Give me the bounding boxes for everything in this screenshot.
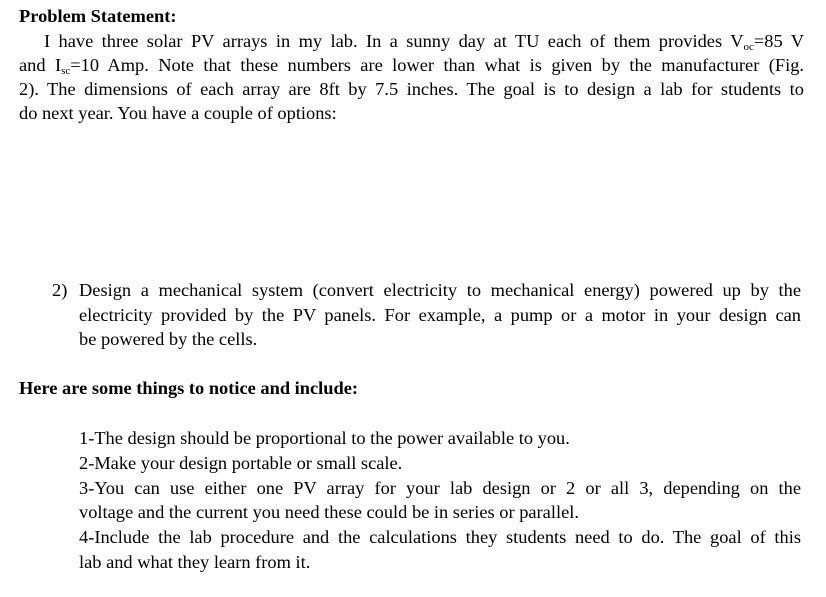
problem-line-1-text-a: I have three solar PV arrays in my lab. In a sunny day at TU each of them provides V bbox=[44, 31, 744, 51]
isc-subscript: sc bbox=[61, 65, 71, 77]
problem-line-3: 2). The dimensions of each array are 8ft by 7.5 inches. The goal is to design a lab for students to bbox=[19, 79, 804, 99]
notes-item-4-line-1: 4-Include the lab procedure and the calculations they students need to do. The goal of this bbox=[79, 527, 801, 547]
problem-line-1-text-b: =85 V bbox=[753, 31, 804, 51]
problem-line-2 bbox=[19, 55, 804, 76]
notes-item-4-line-2: lab and what they learn from it. bbox=[79, 552, 311, 572]
problem-line-1 bbox=[44, 31, 804, 52]
notes-item-2: 2-Make your design portable or small scale. bbox=[79, 453, 403, 473]
option-2-line-1: Design a mechanical system (convert electricity to mechanical energy) powered up by the bbox=[79, 280, 801, 300]
problem-line-2-text-b: =10 Amp. Note that these numbers are lower than what is given by the manufacturer (Fig. bbox=[70, 55, 804, 75]
notes-heading: Here are some things to notice and include: bbox=[19, 378, 359, 398]
notes-item-3-line-2: voltage and the current you need these could be in series or parallel. bbox=[79, 502, 579, 522]
problem-statement-heading: Problem Statement: bbox=[19, 6, 177, 26]
notes-item-1: 1-The design should be proportional to the power available to you. bbox=[79, 428, 570, 448]
problem-line-2-text-a: and I bbox=[19, 55, 62, 75]
option-2-line-3: be powered by the cells. bbox=[79, 329, 258, 349]
option-2-number: 2) bbox=[52, 280, 68, 300]
problem-line-4: do next year. You have a couple of options: bbox=[19, 103, 337, 123]
voc-subscript: oc bbox=[743, 41, 754, 53]
notes-item-3-line-1: 3-You can use either one PV array for your lab design or 2 or all 3, depending on the bbox=[79, 478, 801, 498]
option-2-line-2: electricity provided by the PV panels. For example, a pump or a motor in your design can bbox=[79, 305, 801, 325]
